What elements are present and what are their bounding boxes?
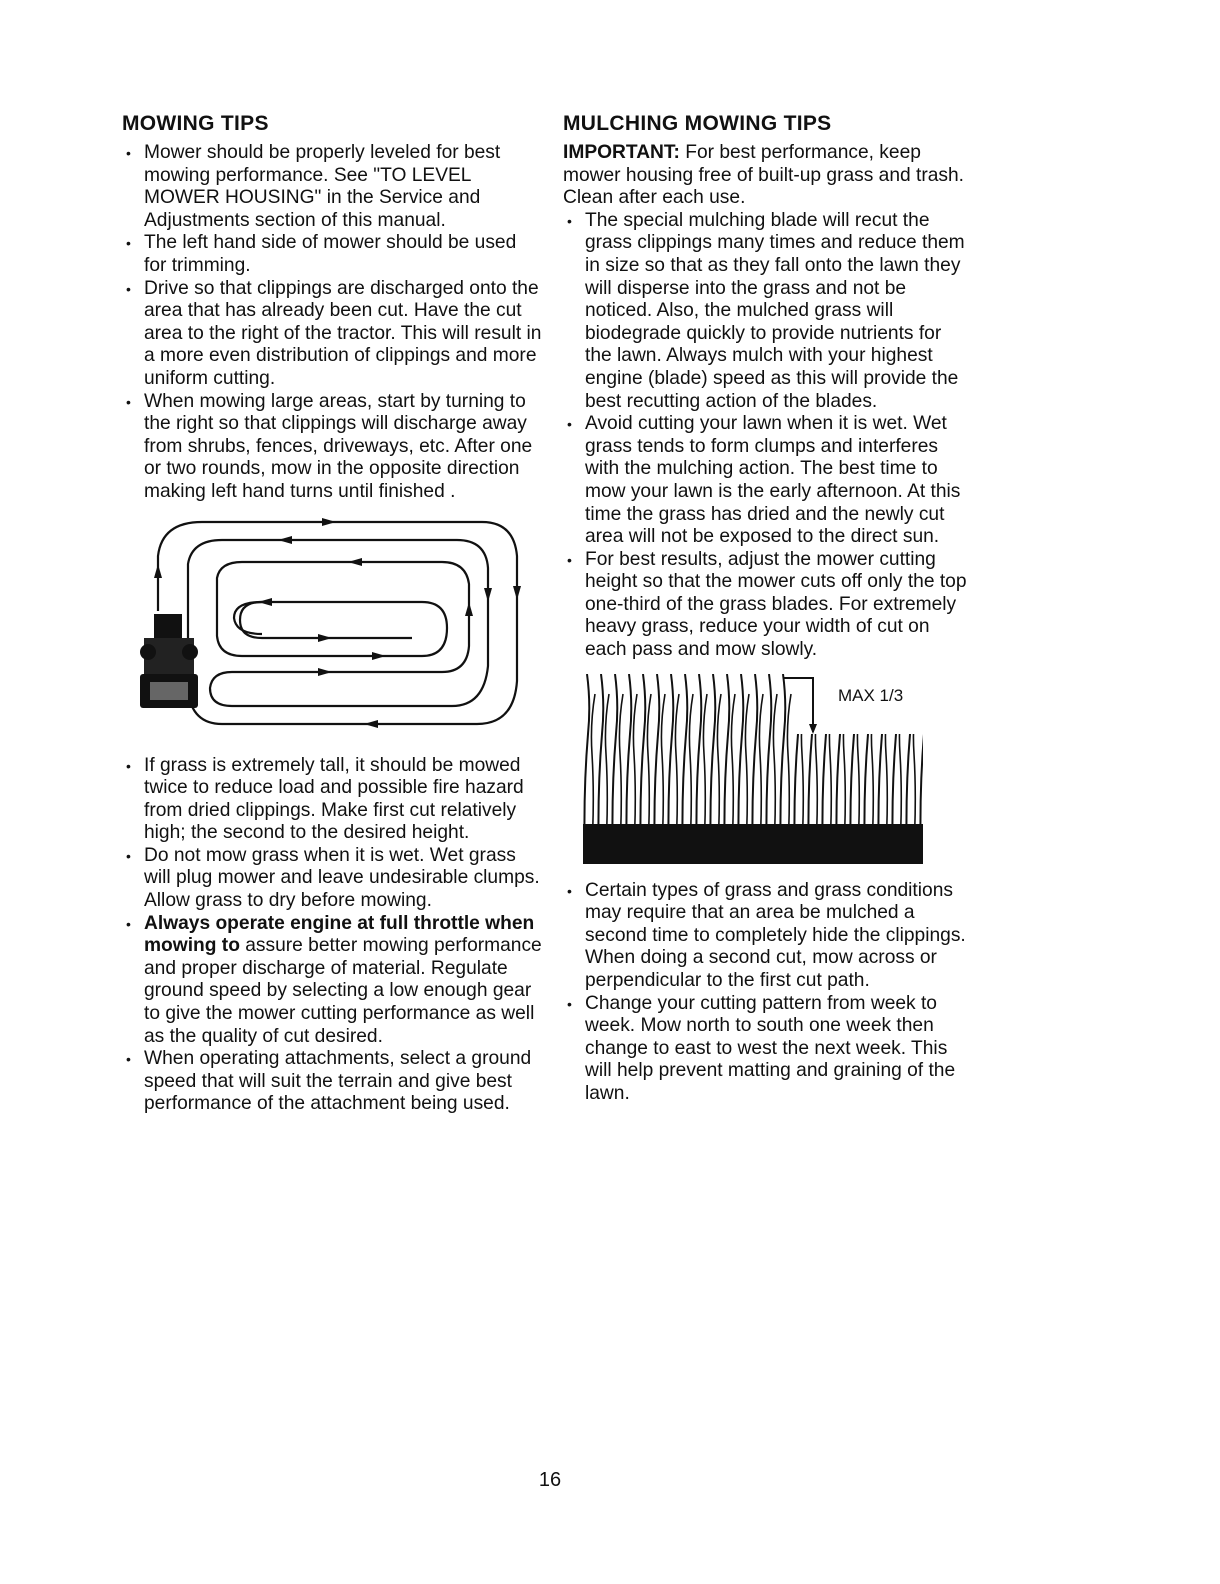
arrow-marker [278,536,292,544]
second-mowing-path [188,540,488,706]
list-item: • The left hand side of mower should be used for trimming. [122,232,542,277]
mulching-tips-list-continued [563,880,973,1106]
tractor-icon [140,614,198,708]
mowing-tips-list-continued [122,755,542,1117]
arrow-marker [364,720,378,728]
list-item: • If grass is extremely tall, it should be mowed twice to reduce load and possible fire hazard from dried clippings. Make first cut relatively high; the second to the desired height. [122,755,542,845]
outer-mowing-path [158,522,517,724]
mulching-tips-section [563,112,973,1106]
list-item [122,913,542,1049]
list-item: • When operating attachments, select a ground speed that will suit the terrain and give best performance of the attachment being used. [122,1048,542,1116]
section-heading: MULCHING MOWING TIPS [563,112,832,135]
important-text: For best performance, keep mower housing free of built-up grass and trash. Clean after each use. [563,142,965,209]
mowing-pattern-figure [122,516,542,741]
grass-height-figure [583,674,953,864]
list-item: • Change your cutting pattern from week to week. Mow north to south one week then change to east to west the next week. This will help prevent matting and graining of the lawn. [563,993,973,1106]
arrow-marker [484,588,492,602]
important-note [563,142,973,210]
arrow-marker [465,602,473,616]
list-item: • Certain types of grass and grass conditions may require that an area be mulched a second time to completely hide the clippings. When doing a second cut, mow across or perpendicular to the first cut path. [563,880,973,993]
list-item: • For best results, adjust the mower cutting height so that the mower cuts off only the top one-third of the grass blades. For extremely heavy grass, reduce your width of cut on each pass and mow slowly. [563,549,973,662]
mowing-tips-list [122,142,542,504]
grass-base [583,824,923,864]
arrow-marker [258,598,272,606]
arrow-marker [348,558,362,566]
arrow-marker [809,724,817,734]
arrow-marker [322,518,336,526]
throttle-text: assure better mowing performance and proper discharge of material. Regulate ground speed by selecting a low enough gear to give the mower cutting performance as well as the quality of cut desired. [144,935,542,1047]
mowing-tips-section [122,112,542,1116]
list-item: • Drive so that clippings are discharged onto the area that has already been cut. Have the cut area to the right of the tractor. This will result in a more even distribution of clippings and more uniform cutting. [122,278,542,391]
direction-arrows [154,518,521,728]
list-item: • Avoid cutting your lawn when it is wet. Wet grass tends to form clumps and interferes with the mulching action. The best time to mow your lawn is the early afternoon. At this time the grass has dried and the newly cut area will not be exposed to the direct sun. [563,413,973,549]
arrow-marker [372,652,386,660]
important-label: IMPORTANT: [563,142,680,163]
arrow-marker [154,564,162,578]
bold-text: Always operate engine at full throttle when mowing to [144,912,535,957]
arrow-marker [318,668,332,676]
mowing-pattern-diagram [122,516,532,736]
page-number: 16 [538,1469,562,1491]
arrow-marker [318,634,332,642]
inner-mowing-path [234,602,262,634]
list-item: • Do not mow grass when it is wet. Wet grass will plug mower and leave undesirable clumps. Allow grass to dry before mowing. [122,845,542,913]
arrow-marker [513,586,521,600]
section-heading: MOWING TIPS [122,112,269,135]
list-item: • The special mulching blade will recut the grass clippings many times and reduce them in size so that as they fall onto the lawn they will disperse into the grass and not be noticed. Also, the mulched grass will biodegrade quickly to provide nutrients for the lawn. Always mulch with your highest engine (blade) speed as this will provide the best recutting action of the blades. [563,210,973,413]
list-item: • When mowing large areas, start by turning to the right so that clippings will discharge away from shrubs, fences, driveways, etc. After one or two rounds, mow in the opposite direction making left hand turns until finished . [122,391,542,504]
mulching-tips-list [563,210,973,662]
max-cut-label: MAX 1/3 [838,685,904,705]
list-item: • Mower should be properly leveled for best mowing performance. See "TO LEVEL MOWER HOUSING" in the Service and Adjustments section of this manual. [122,142,542,232]
